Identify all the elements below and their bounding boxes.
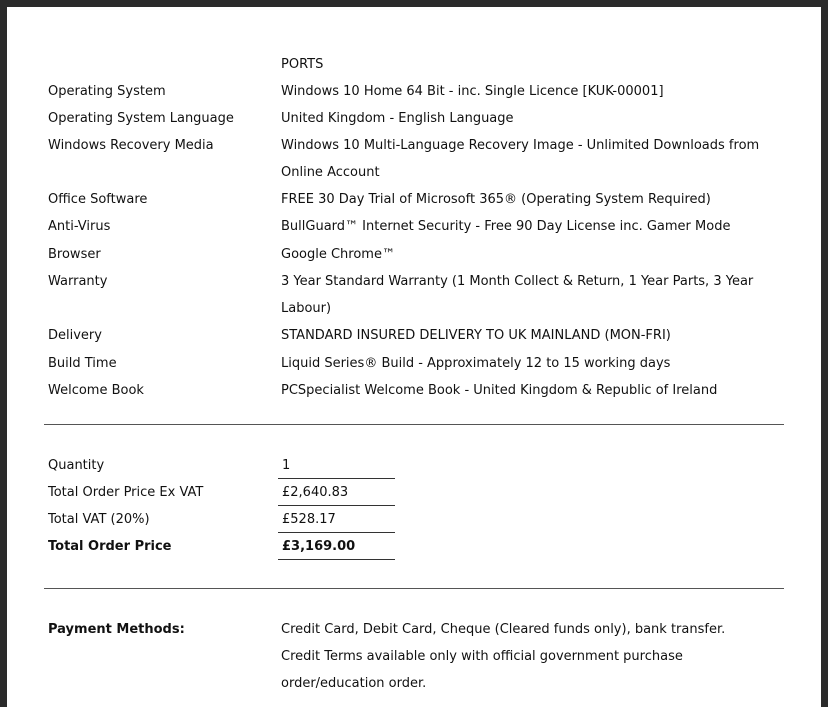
spec-value: Windows 10 Home 64 Bit - inc. Single Licence [KUK-00001] [281, 84, 664, 99]
section-divider [44, 588, 784, 589]
spec-value: United Kingdom - English Language [281, 111, 514, 126]
payment-methods-label: Payment Methods: [48, 622, 185, 637]
total-row [48, 533, 448, 560]
quote-document-page [7, 7, 821, 707]
spec-value: STANDARD INSURED DELIVERY TO UK MAINLAND (MON-FRI) [281, 328, 671, 343]
spec-label: Windows Recovery Media [48, 138, 214, 153]
section-divider [44, 424, 784, 425]
spec-value: Windows 10 Multi-Language Recovery Image - Unlimited Downloads from Online Account [281, 138, 760, 180]
spec-value: 3 Year Standard Warranty (1 Month Collect & Return, 1 Year Parts, 3 Year Labour) [281, 274, 754, 316]
spec-value: BullGuard™ Internet Security - Free 90 Day License inc. Gamer Mode [281, 219, 731, 234]
ex-vat-row [48, 479, 448, 506]
vat-value: £528.17 [278, 506, 395, 533]
spec-value: PORTS [281, 57, 324, 72]
quantity-value: 1 [278, 452, 395, 479]
total-label: Total Order Price [48, 539, 172, 554]
spec-label: Operating System Language [48, 111, 234, 126]
spec-value: FREE 30 Day Trial of Microsoft 365® (Operating System Required) [281, 192, 711, 207]
ex-vat-label: Total Order Price Ex VAT [48, 485, 204, 500]
spec-label: Delivery [48, 328, 102, 343]
spec-label: Office Software [48, 192, 148, 207]
spec-label: Build Time [48, 356, 117, 371]
vat-row [48, 506, 448, 533]
spec-label: Anti-Virus [48, 219, 111, 234]
payment-methods-value: Credit Card, Debit Card, Cheque (Cleared funds only), bank transfer. Credit Terms available only with official government purchase order/education order. [281, 622, 726, 691]
ex-vat-value: £2,640.83 [278, 479, 395, 506]
spec-value: Google Chrome™ [281, 247, 395, 262]
spec-label: Operating System [48, 84, 166, 99]
spec-label: Browser [48, 247, 101, 262]
spec-value: PCSpecialist Welcome Book - United Kingdom & Republic of Ireland [281, 383, 718, 398]
spec-value: Liquid Series® Build - Approximately 12 to 15 working days [281, 356, 671, 371]
spec-label: Welcome Book [48, 383, 144, 398]
total-value: £3,169.00 [278, 533, 395, 560]
vat-label: Total VAT (20%) [48, 512, 150, 527]
quantity-row [48, 452, 448, 479]
spec-label: Warranty [48, 274, 108, 289]
quantity-label: Quantity [48, 458, 105, 473]
